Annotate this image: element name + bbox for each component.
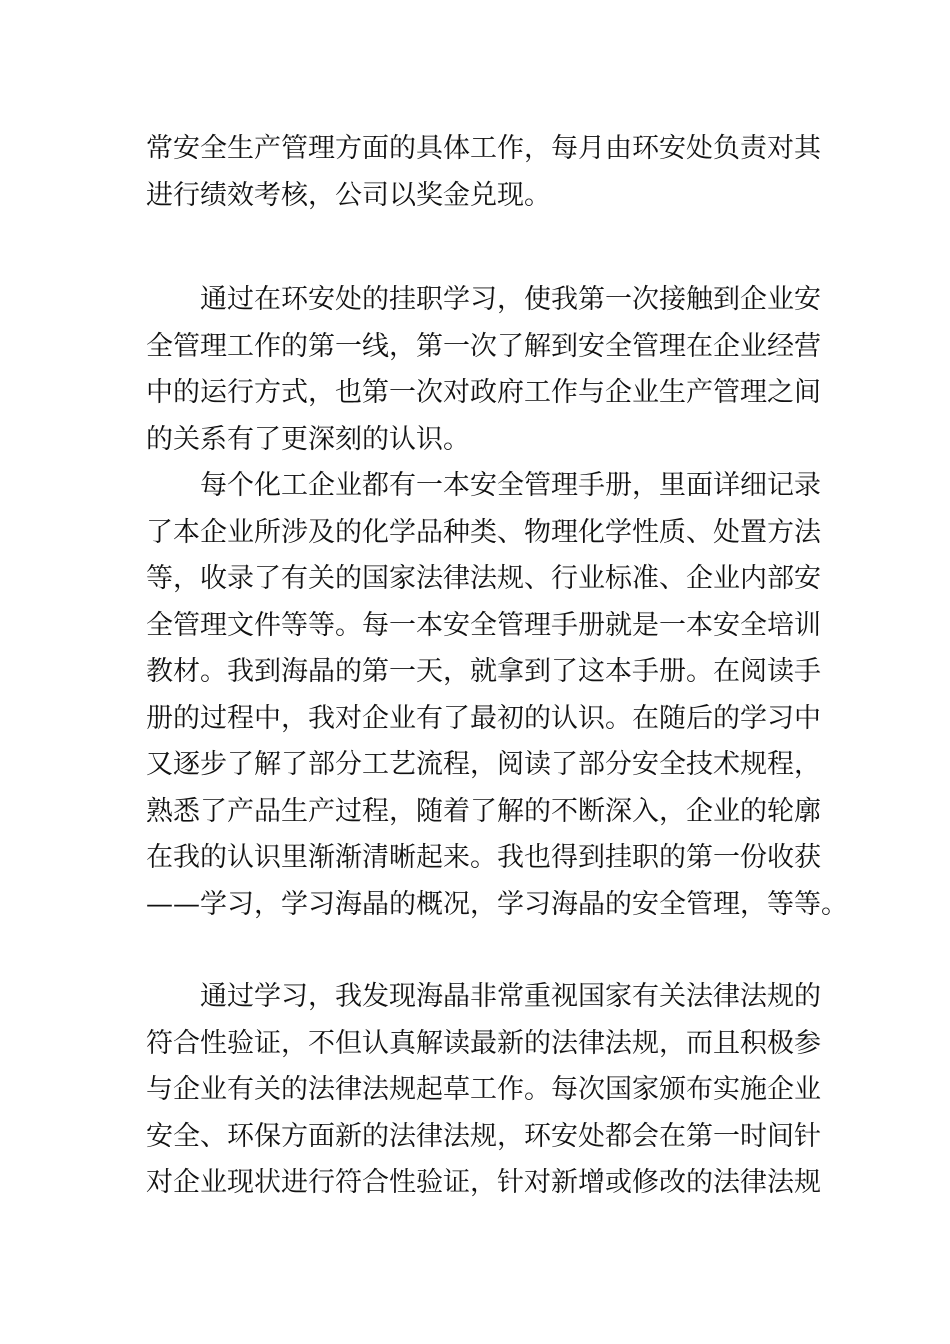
text-line: 安全、环保方面新的法律法规，环安处都会在第一时间针 — [146, 1120, 821, 1152]
text-line: 教材。我到海晶的第一天，就拿到了这本手册。在阅读手 — [146, 656, 821, 687]
text-line: 册的过程中，我对企业有了最初的认识。在随后的学习中 — [146, 702, 821, 734]
text-line: 全管理工作的第一线，第一次了解到安全管理在企业经营 — [146, 330, 821, 362]
text-line: 又逐步了解了部分工艺流程，阅读了部分安全技术规程， — [146, 749, 821, 780]
paragraph-2 — [146, 277, 821, 463]
text-line: ——学习，学习海晶的概况，学习海晶的安全管理，等等。 — [146, 888, 848, 920]
text-line: 的关系有了更深刻的认识。 — [146, 423, 470, 455]
text-line: 对企业现状进行符合性验证，针对新增或修改的法律法规 — [146, 1167, 821, 1198]
paragraph-4 — [146, 974, 821, 1207]
text-line: 全管理文件等等。每一本安全管理手册就是一本安全培训 — [146, 609, 821, 641]
text-line: 进行绩效考核，公司以奖金兑现。 — [146, 179, 551, 211]
text-line: 等，收录了有关的国家法律法规、行业标准、企业内部安 — [146, 563, 821, 594]
text-line: 熟悉了产品生产过程，随着了解的不断深入，企业的轮廓 — [146, 795, 821, 827]
text-line: 了本企业所涉及的化学品种类、物理化学性质、处置方法 — [146, 516, 821, 548]
text-line: 与企业有关的法律法规起草工作。每次国家颁布实施企业 — [146, 1074, 821, 1105]
paragraph-3 — [146, 463, 848, 928]
text-line: 通过在环安处的挂职学习，使我第一次接触到企业安 — [146, 284, 821, 315]
text-line: 常安全生产管理方面的具体工作，每月由环安处负责对其 — [146, 133, 821, 164]
text-line: 每个化工企业都有一本安全管理手册，里面详细记录 — [146, 470, 821, 501]
text-line: 在我的认识里渐渐清晰起来。我也得到挂职的第一份收获 — [146, 842, 821, 873]
text-line: 通过学习，我发现海晶非常重视国家有关法律法规的 — [146, 981, 821, 1012]
paragraph-1 — [146, 126, 821, 219]
text-line: 中的运行方式，也第一次对政府工作与企业生产管理之间 — [146, 377, 821, 408]
text-line: 符合性验证，不但认真解读最新的法律法规，而且积极参 — [146, 1027, 821, 1059]
